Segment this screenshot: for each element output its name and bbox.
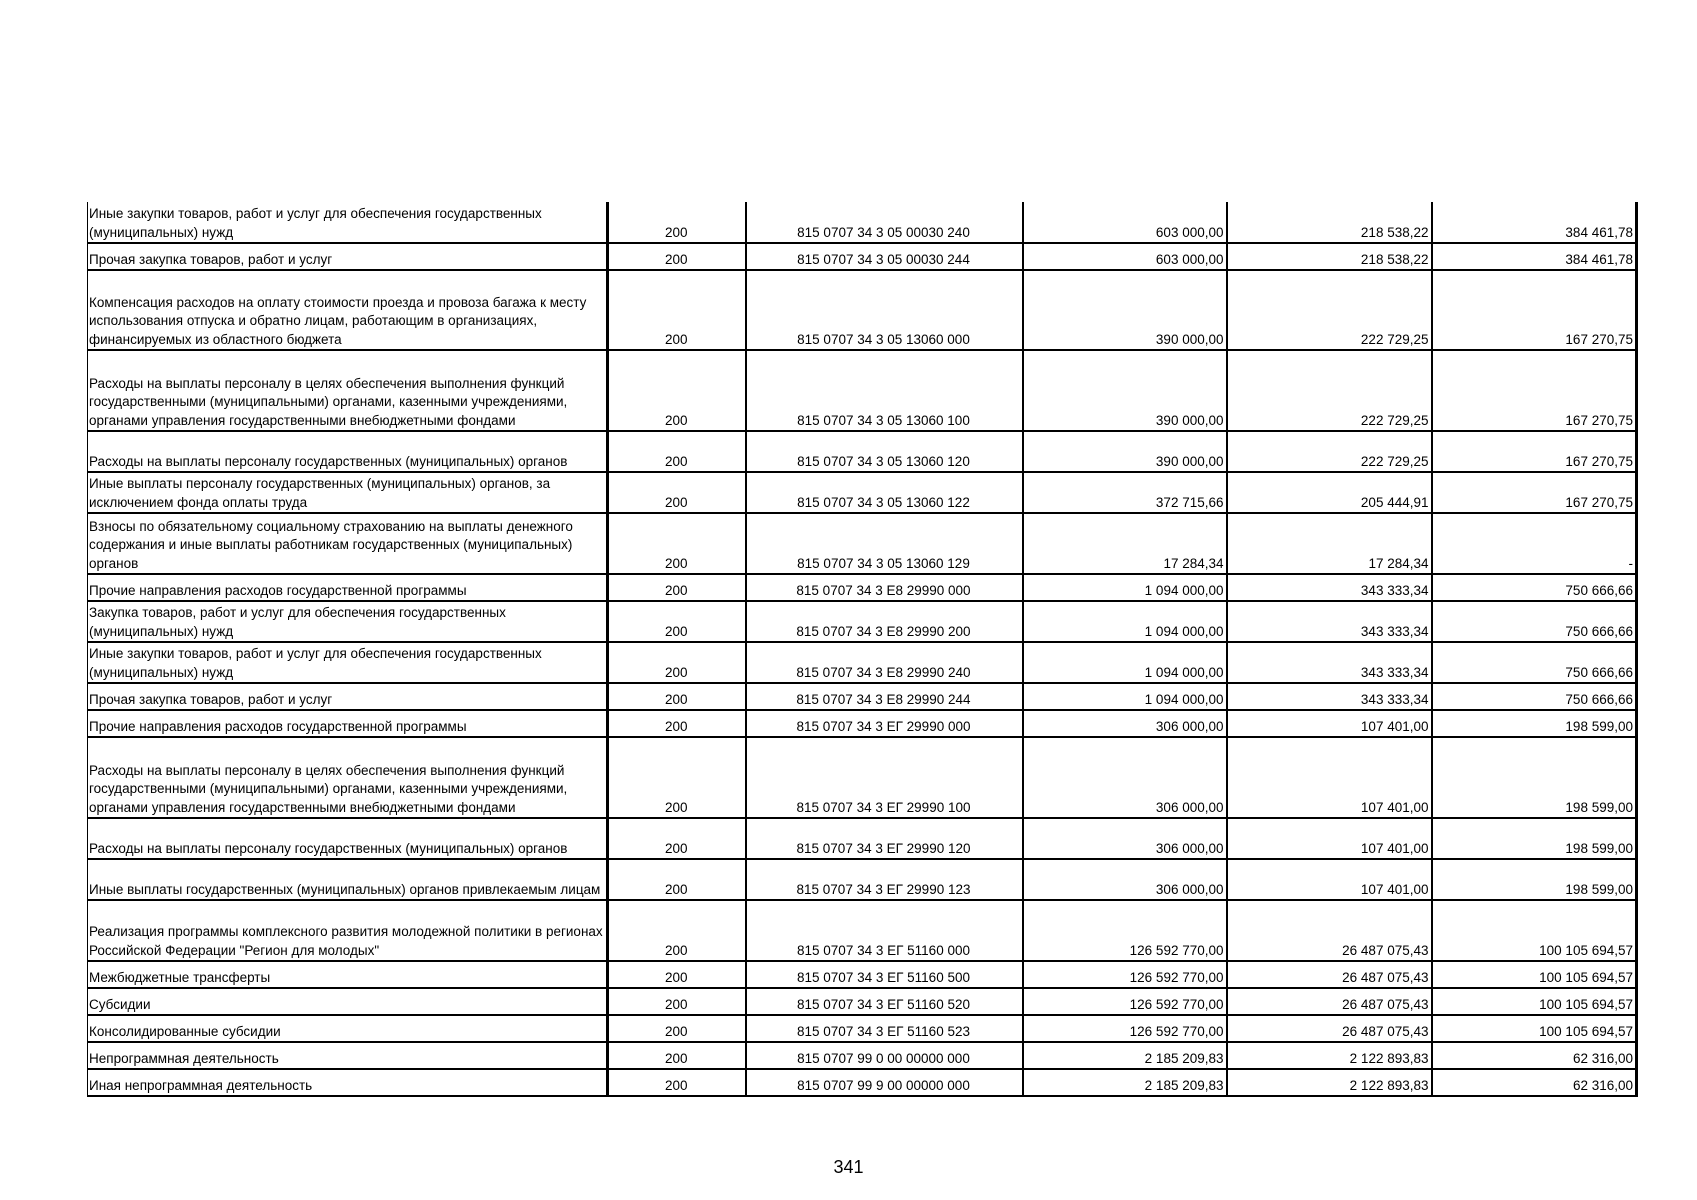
row-approved-cell: 2 185 209,83	[1023, 1069, 1227, 1096]
row-unexecuted-cell: 167 270,75	[1432, 431, 1637, 472]
table-row	[88, 202, 1637, 243]
row-executed-cell: 107 401,00	[1227, 859, 1432, 900]
row-code-cell: 200	[608, 683, 746, 710]
row-executed-cell: 222 729,25	[1227, 270, 1432, 350]
row-kbk-cell: 815 0707 34 3 Е8 29990 000	[746, 574, 1023, 601]
table-row	[88, 900, 1637, 961]
row-kbk-cell: 815 0707 34 3 ЕГ 29990 000	[746, 710, 1023, 737]
table-row	[88, 431, 1637, 472]
row-kbk-cell: 815 0707 34 3 Е8 29990 200	[746, 601, 1023, 642]
row-kbk-cell: 815 0707 34 3 ЕГ 51160 000	[746, 900, 1023, 961]
table-row	[88, 683, 1637, 710]
row-executed-cell: 343 333,34	[1227, 601, 1432, 642]
row-executed-cell: 2 122 893,83	[1227, 1069, 1432, 1096]
row-kbk-cell: 815 0707 34 3 05 13060 129	[746, 513, 1023, 574]
table-row	[88, 1069, 1637, 1096]
row-name-cell: Субсидии	[88, 988, 608, 1015]
row-kbk-cell: 815 0707 34 3 ЕГ 29990 120	[746, 818, 1023, 859]
row-approved-cell: 306 000,00	[1023, 818, 1227, 859]
row-approved-cell: 126 592 770,00	[1023, 961, 1227, 988]
row-executed-cell: 343 333,34	[1227, 642, 1432, 683]
row-kbk-cell: 815 0707 34 3 05 00030 244	[746, 243, 1023, 270]
row-unexecuted-cell: 750 666,66	[1432, 642, 1637, 683]
row-code-cell: 200	[608, 988, 746, 1015]
row-code-cell: 200	[608, 574, 746, 601]
row-executed-cell: 26 487 075,43	[1227, 988, 1432, 1015]
row-unexecuted-cell: 167 270,75	[1432, 472, 1637, 513]
row-kbk-cell: 815 0707 34 3 ЕГ 51160 520	[746, 988, 1023, 1015]
table-row	[88, 513, 1637, 574]
row-kbk-cell: 815 0707 34 3 ЕГ 51160 500	[746, 961, 1023, 988]
row-approved-cell: 2 185 209,83	[1023, 1042, 1227, 1069]
table-row	[88, 642, 1637, 683]
row-name-cell: Консолидированные субсидии	[88, 1015, 608, 1042]
row-name-cell: Иные выплаты государственных (муниципальных) органов привлекаемым лицам	[88, 859, 608, 900]
row-kbk-cell: 815 0707 34 3 05 13060 120	[746, 431, 1023, 472]
row-approved-cell: 603 000,00	[1023, 202, 1227, 243]
row-approved-cell: 17 284,34	[1023, 513, 1227, 574]
row-code-cell: 200	[608, 243, 746, 270]
table-row	[88, 601, 1637, 642]
row-approved-cell: 306 000,00	[1023, 710, 1227, 737]
row-approved-cell: 1 094 000,00	[1023, 683, 1227, 710]
row-kbk-cell: 815 0707 34 3 05 13060 000	[746, 270, 1023, 350]
table-row	[88, 270, 1637, 350]
row-kbk-cell: 815 0707 34 3 05 00030 240	[746, 202, 1023, 243]
row-unexecuted-cell: -	[1432, 513, 1637, 574]
row-code-cell: 200	[608, 601, 746, 642]
row-code-cell: 200	[608, 472, 746, 513]
row-unexecuted-cell: 384 461,78	[1432, 243, 1637, 270]
row-code-cell: 200	[608, 1015, 746, 1042]
row-name-cell: Расходы на выплаты персоналу государственных (муниципальных) органов	[88, 431, 608, 472]
row-unexecuted-cell: 198 599,00	[1432, 737, 1637, 818]
row-name-cell: Расходы на выплаты персоналу в целях обеспечения выполнения функций государственными (муниципальными) органами, казенными учреждениями, органами управления государственными внебюджетными фондами	[88, 350, 608, 431]
row-approved-cell: 306 000,00	[1023, 737, 1227, 818]
row-executed-cell: 2 122 893,83	[1227, 1042, 1432, 1069]
table-row	[88, 1042, 1637, 1069]
budget-execution-table	[87, 202, 1638, 1097]
row-executed-cell: 222 729,25	[1227, 431, 1432, 472]
row-unexecuted-cell: 100 105 694,57	[1432, 1015, 1637, 1042]
row-name-cell: Компенсация расходов на оплату стоимости проезда и провоза багажа к месту использования отпуска и обратно лицам, работающим в организациях, финансируемых из областного бюджета	[88, 270, 608, 350]
table-row	[88, 472, 1637, 513]
table-body	[88, 202, 1637, 1096]
row-name-cell: Прочая закупка товаров, работ и услуг	[88, 683, 608, 710]
row-unexecuted-cell: 198 599,00	[1432, 710, 1637, 737]
row-approved-cell: 126 592 770,00	[1023, 1015, 1227, 1042]
row-code-cell: 200	[608, 270, 746, 350]
row-executed-cell: 343 333,34	[1227, 683, 1432, 710]
row-approved-cell: 372 715,66	[1023, 472, 1227, 513]
row-code-cell: 200	[608, 431, 746, 472]
row-kbk-cell: 815 0707 34 3 05 13060 122	[746, 472, 1023, 513]
row-executed-cell: 218 538,22	[1227, 202, 1432, 243]
row-kbk-cell: 815 0707 34 3 Е8 29990 240	[746, 642, 1023, 683]
row-executed-cell: 26 487 075,43	[1227, 900, 1432, 961]
row-code-cell: 200	[608, 1069, 746, 1096]
table-row	[88, 818, 1637, 859]
row-executed-cell: 26 487 075,43	[1227, 1015, 1432, 1042]
row-unexecuted-cell: 198 599,00	[1432, 818, 1637, 859]
row-unexecuted-cell: 198 599,00	[1432, 859, 1637, 900]
row-name-cell: Иные закупки товаров, работ и услуг для обеспечения государственных (муниципальных) нужд	[88, 642, 608, 683]
table-row	[88, 859, 1637, 900]
row-unexecuted-cell: 62 316,00	[1432, 1042, 1637, 1069]
table-row	[88, 737, 1637, 818]
table-row	[88, 350, 1637, 431]
table-row	[88, 243, 1637, 270]
row-executed-cell: 26 487 075,43	[1227, 961, 1432, 988]
row-name-cell: Прочие направления расходов государственной программы	[88, 710, 608, 737]
row-unexecuted-cell: 750 666,66	[1432, 574, 1637, 601]
row-code-cell: 200	[608, 710, 746, 737]
table-row	[88, 710, 1637, 737]
row-name-cell: Взносы по обязательному социальному страхованию на выплаты денежного содержания и иные выплаты работникам государственных (муниципальных) органов	[88, 513, 608, 574]
row-approved-cell: 390 000,00	[1023, 270, 1227, 350]
row-unexecuted-cell: 750 666,66	[1432, 683, 1637, 710]
row-kbk-cell: 815 0707 34 3 Е8 29990 244	[746, 683, 1023, 710]
row-unexecuted-cell: 167 270,75	[1432, 270, 1637, 350]
row-approved-cell: 126 592 770,00	[1023, 900, 1227, 961]
row-executed-cell: 222 729,25	[1227, 350, 1432, 431]
row-name-cell: Закупка товаров, работ и услуг для обеспечения государственных (муниципальных) нужд	[88, 601, 608, 642]
row-name-cell: Расходы на выплаты персоналу в целях обеспечения выполнения функций государственными (муниципальными) органами, казенными учреждениями, органами управления государственными внебюджетными фондами	[88, 737, 608, 818]
budget-table-container	[87, 202, 1636, 1097]
row-approved-cell: 126 592 770,00	[1023, 988, 1227, 1015]
row-approved-cell: 306 000,00	[1023, 859, 1227, 900]
row-unexecuted-cell: 100 105 694,57	[1432, 988, 1637, 1015]
row-kbk-cell: 815 0707 34 3 05 13060 100	[746, 350, 1023, 431]
row-kbk-cell: 815 0707 99 0 00 00000 000	[746, 1042, 1023, 1069]
row-code-cell: 200	[608, 513, 746, 574]
row-executed-cell: 343 333,34	[1227, 574, 1432, 601]
row-unexecuted-cell: 750 666,66	[1432, 601, 1637, 642]
row-code-cell: 200	[608, 1042, 746, 1069]
row-name-cell: Прочие направления расходов государственной программы	[88, 574, 608, 601]
table-row	[88, 1015, 1637, 1042]
row-executed-cell: 17 284,34	[1227, 513, 1432, 574]
row-unexecuted-cell: 167 270,75	[1432, 350, 1637, 431]
row-executed-cell: 218 538,22	[1227, 243, 1432, 270]
row-code-cell: 200	[608, 642, 746, 683]
row-executed-cell: 107 401,00	[1227, 818, 1432, 859]
row-code-cell: 200	[608, 859, 746, 900]
row-kbk-cell: 815 0707 34 3 ЕГ 29990 100	[746, 737, 1023, 818]
row-unexecuted-cell: 62 316,00	[1432, 1069, 1637, 1096]
row-name-cell: Реализация программы комплексного развития молодежной политики в регионах Российской Федерации "Регион для молодых"	[88, 900, 608, 961]
row-name-cell: Иная непрограммная деятельность	[88, 1069, 608, 1096]
row-code-cell: 200	[608, 202, 746, 243]
row-approved-cell: 603 000,00	[1023, 243, 1227, 270]
row-approved-cell: 390 000,00	[1023, 431, 1227, 472]
row-unexecuted-cell: 100 105 694,57	[1432, 961, 1637, 988]
row-executed-cell: 107 401,00	[1227, 737, 1432, 818]
row-name-cell: Межбюджетные трансферты	[88, 961, 608, 988]
row-code-cell: 200	[608, 961, 746, 988]
page-number: 341	[833, 1157, 864, 1177]
row-name-cell: Иные закупки товаров, работ и услуг для обеспечения государственных (муниципальных) нужд	[88, 202, 608, 243]
row-kbk-cell: 815 0707 34 3 ЕГ 51160 523	[746, 1015, 1023, 1042]
row-executed-cell: 107 401,00	[1227, 710, 1432, 737]
row-approved-cell: 390 000,00	[1023, 350, 1227, 431]
row-code-cell: 200	[608, 737, 746, 818]
row-name-cell: Расходы на выплаты персоналу государственных (муниципальных) органов	[88, 818, 608, 859]
row-code-cell: 200	[608, 350, 746, 431]
row-unexecuted-cell: 100 105 694,57	[1432, 900, 1637, 961]
row-kbk-cell: 815 0707 99 9 00 00000 000	[746, 1069, 1023, 1096]
table-row	[88, 574, 1637, 601]
row-code-cell: 200	[608, 818, 746, 859]
row-name-cell: Иные выплаты персоналу государственных (муниципальных) органов, за исключением фонда оплаты труда	[88, 472, 608, 513]
row-kbk-cell: 815 0707 34 3 ЕГ 29990 123	[746, 859, 1023, 900]
row-approved-cell: 1 094 000,00	[1023, 642, 1227, 683]
table-row	[88, 988, 1637, 1015]
row-name-cell: Непрограммная деятельность	[88, 1042, 608, 1069]
table-row	[88, 961, 1637, 988]
row-code-cell: 200	[608, 900, 746, 961]
row-approved-cell: 1 094 000,00	[1023, 601, 1227, 642]
row-name-cell: Прочая закупка товаров, работ и услуг	[88, 243, 608, 270]
row-unexecuted-cell: 384 461,78	[1432, 202, 1637, 243]
row-executed-cell: 205 444,91	[1227, 472, 1432, 513]
row-approved-cell: 1 094 000,00	[1023, 574, 1227, 601]
